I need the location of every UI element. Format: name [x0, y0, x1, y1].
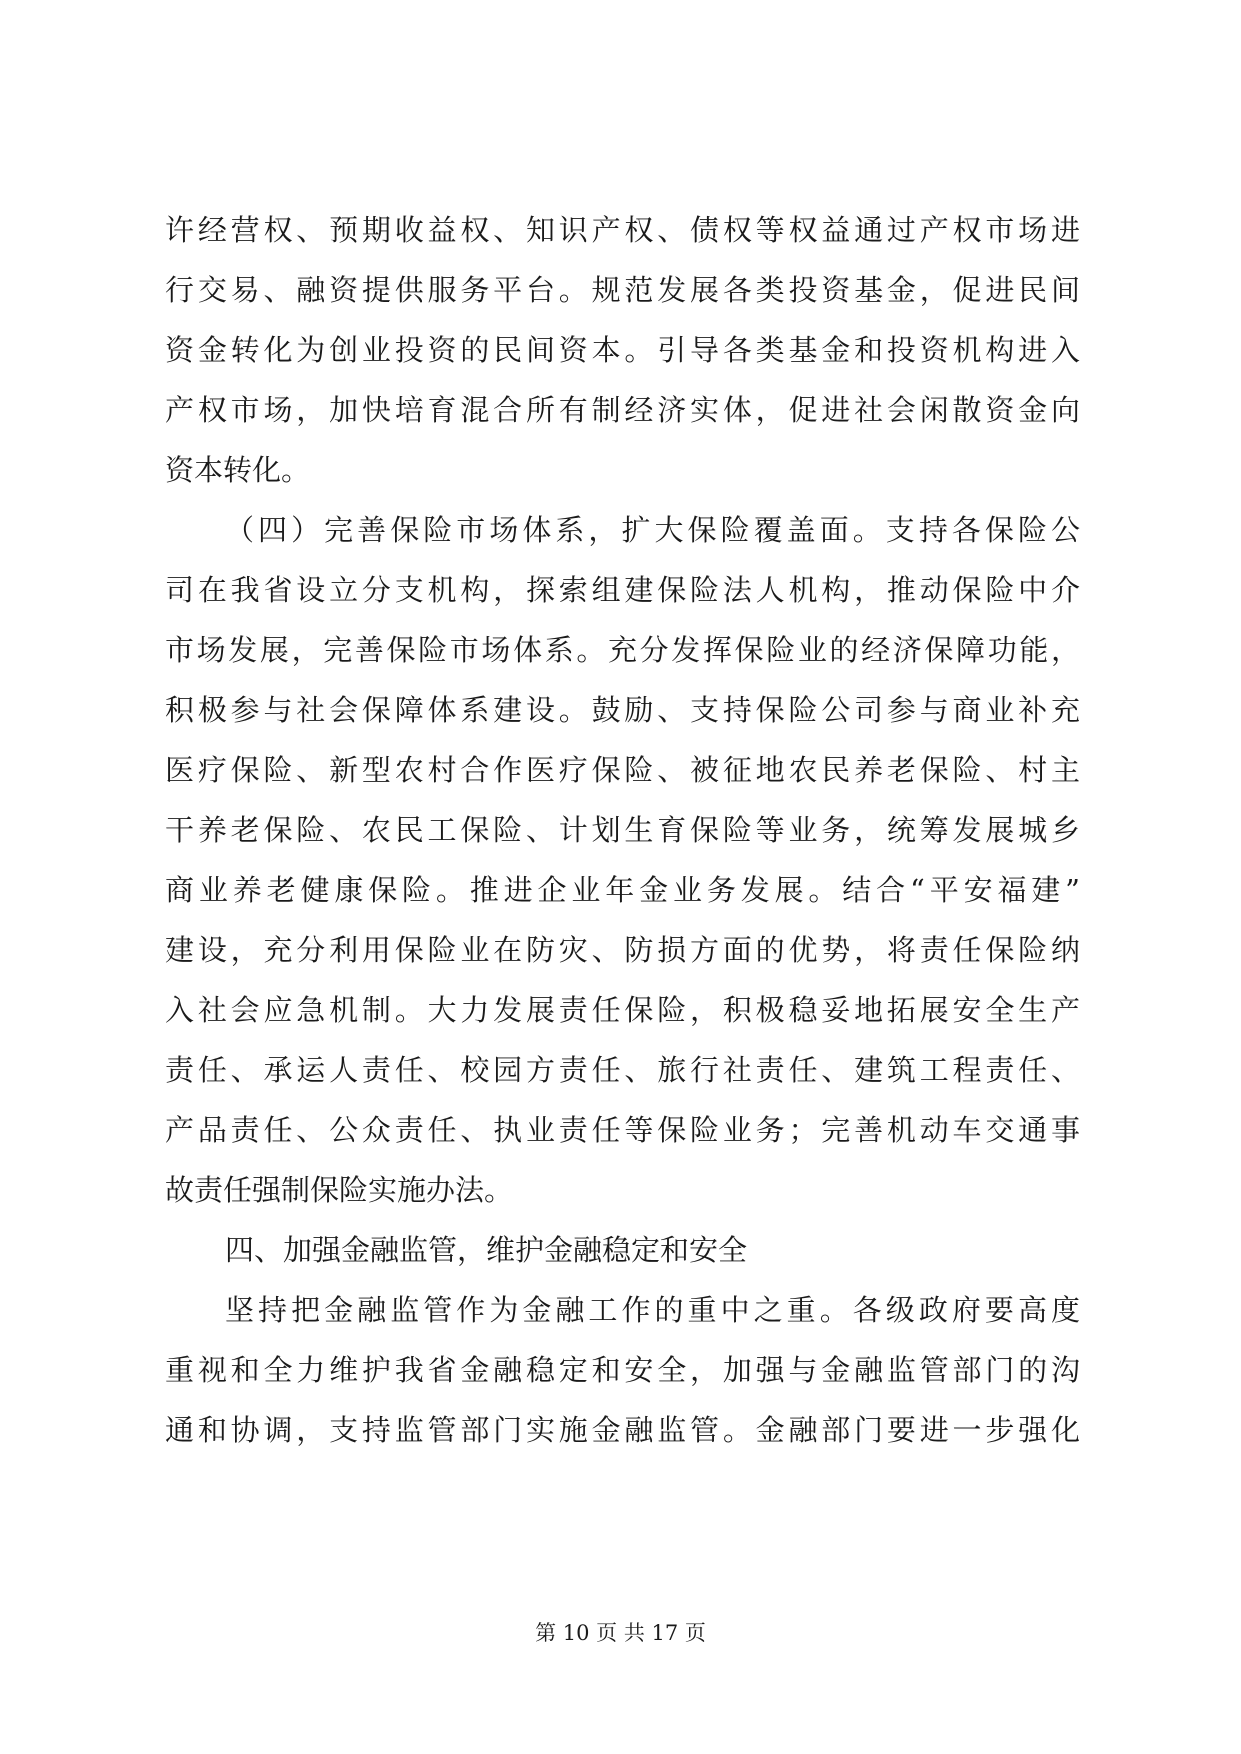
paragraph-line: 责任、承运人责任、校园方责任、旅行社责任、建筑工程责任、	[165, 1053, 1080, 1087]
paragraph-line: 市场发展，完善保险市场体系。充分发挥保险业的经济保障功能，	[165, 633, 1080, 667]
paragraph-line: 司在我省设立分支机构，探索组建保险法人机构，推动保险中介	[165, 573, 1080, 607]
paragraph-line: 资金转化为创业投资的民间资本。引导各类基金和投资机构进入	[165, 333, 1080, 367]
paragraph-line: 医疗保险、新型农村合作医疗保险、被征地农民养老保险、村主	[165, 753, 1080, 787]
paragraph-line: 建设，充分利用保险业在防灾、防损方面的优势，将责任保险纳	[165, 933, 1080, 967]
paragraph-line: 产品责任、公众责任、执业责任等保险业务；完善机动车交通事	[165, 1113, 1080, 1147]
paragraph-line: 干养老保险、农民工保险、计划生育保险等业务，统筹发展城乡	[165, 813, 1080, 847]
paragraph-line: 故责任强制保险实施办法。	[165, 1173, 514, 1207]
paragraph-line: 坚持把金融监管作为金融工作的重中之重。各级政府要高度	[225, 1293, 1080, 1327]
paragraph-line: 行交易、融资提供服务平台。规范发展各类投资基金，促进民间	[165, 273, 1080, 307]
paragraph-line: 积极参与社会保障体系建设。鼓励、支持保险公司参与商业补充	[165, 693, 1080, 727]
page-number-footer: 第 10 页 共 17 页	[535, 1621, 706, 1645]
paragraph-line: （四）完善保险市场体系，扩大保险覆盖面。支持各保险公	[225, 513, 1080, 547]
paragraph-line: 资本转化。	[165, 453, 311, 487]
paragraph-line: 通和协调，支持监管部门实施金融监管。金融部门要进一步强化	[165, 1413, 1080, 1447]
paragraph-line: 重视和全力维护我省金融稳定和安全，加强与金融监管部门的沟	[165, 1353, 1080, 1387]
paragraph-line: 商业养老健康保险。推进企业年金业务发展。结合“平安福建”	[165, 873, 1080, 907]
paragraph-line: 产权市场，加快培育混合所有制经济实体，促进社会闲散资金向	[165, 393, 1080, 427]
paragraph-line: 入社会应急机制。大力发展责任保险，积极稳妥地拓展安全生产	[165, 993, 1080, 1027]
paragraph-line: 许经营权、预期收益权、知识产权、债权等权益通过产权市场进	[165, 213, 1080, 247]
section-heading: 四、加强金融监管，维护金融稳定和安全	[225, 1233, 748, 1267]
